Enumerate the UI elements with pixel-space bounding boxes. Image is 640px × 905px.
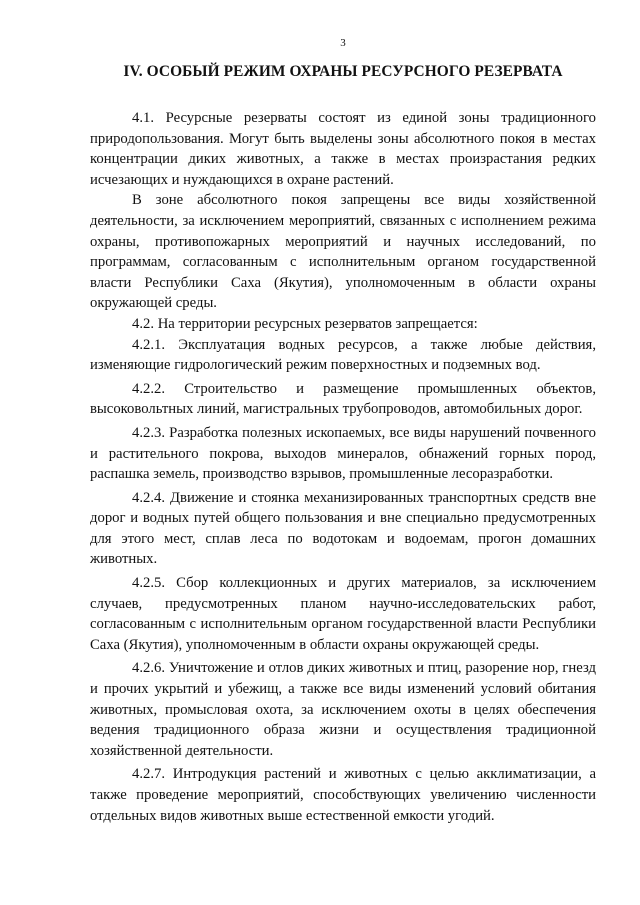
page-number: 3: [340, 37, 346, 49]
paragraph-4-2-7: 4.2.7. Интродукция растений и животных с целью акклиматизации, а также проведение мероприятий, способствующих увеличению численности отдельных видов животных выше естественной емкости угодий.: [90, 766, 596, 824]
paragraph-4-2-1: 4.2.1. Эксплуатация водных ресурсов, а также любые действия, изменяющие гидрологический режим поверхностных и подземных вод.: [90, 336, 596, 374]
paragraph-4-2-5: 4.2.5. Сбор коллекционных и других материалов, за исключением случаев, предусмотренных планом научно-исследовательских работ, согласованным с исполнительным органом государственной власти Республики Саха (Якутия), уполномоченным в области охраны окружающей среды.: [90, 575, 596, 653]
paragraph-4-2: 4.2. На территории ресурсных резерватов запрещается:: [132, 315, 478, 332]
paragraph-4-2-2: 4.2.2. Строительство и размещение промышленных объектов, высоковольтных линий, магистральных трубопроводов, автомобильных дорог.: [90, 380, 596, 418]
paragraph-absolute-rest-zone: В зоне абсолютного покоя запрещены все виды хозяйственной деятельности, за исключением мероприятий, связанных с исполнением режима охраны, противопожарных мероприятий и научных исследований, по программам, согласованным с исполнительным органом государственной власти Республики Саха (Якутия), уполномоченным в области охраны окружающей среды.: [90, 192, 596, 312]
paragraph-4-2-3: 4.2.3. Разработка полезных ископаемых, все виды нарушений почвенного и растительного покрова, выходов минералов, обнажений горных пород, распашка земель, производство взрывов, промышленные лесоразработки.: [90, 424, 596, 483]
paragraph-4-2-4: 4.2.4. Движение и стоянка механизированных транспортных средств вне дорог и водных путей общего пользования и вне специально предусмотренных для этого мест, сплав леса по водотокам и водоемам, прогон домашних животных.: [90, 489, 596, 568]
paragraph-4-1: 4.1. Ресурсные резерваты состоят из единой зоны традиционного природопользования. Могут быть выделены зоны абсолютного покоя в местах концентрации диких животных, а также в местах произрастания редких исчезающих и нуждающихся в охране растений.: [90, 110, 596, 188]
paragraph-4-2-6: 4.2.6. Уничтожение и отлов диких животных и птиц, разорение нор, гнезд и прочих укрытий и убежищ, а также все виды изменений условий обитания животных, промысловая охота, за исключением охоты в целях обеспечения ведения традиционного образа жизни и осуществления традиционной хозяйственной деятельности.: [90, 660, 596, 759]
document-page: [90, 36, 596, 826]
section-heading: IV. ОСОБЫЙ РЕЖИМ ОХРАНЫ РЕСУРСНОГО РЕЗЕРВАТА: [123, 63, 563, 80]
